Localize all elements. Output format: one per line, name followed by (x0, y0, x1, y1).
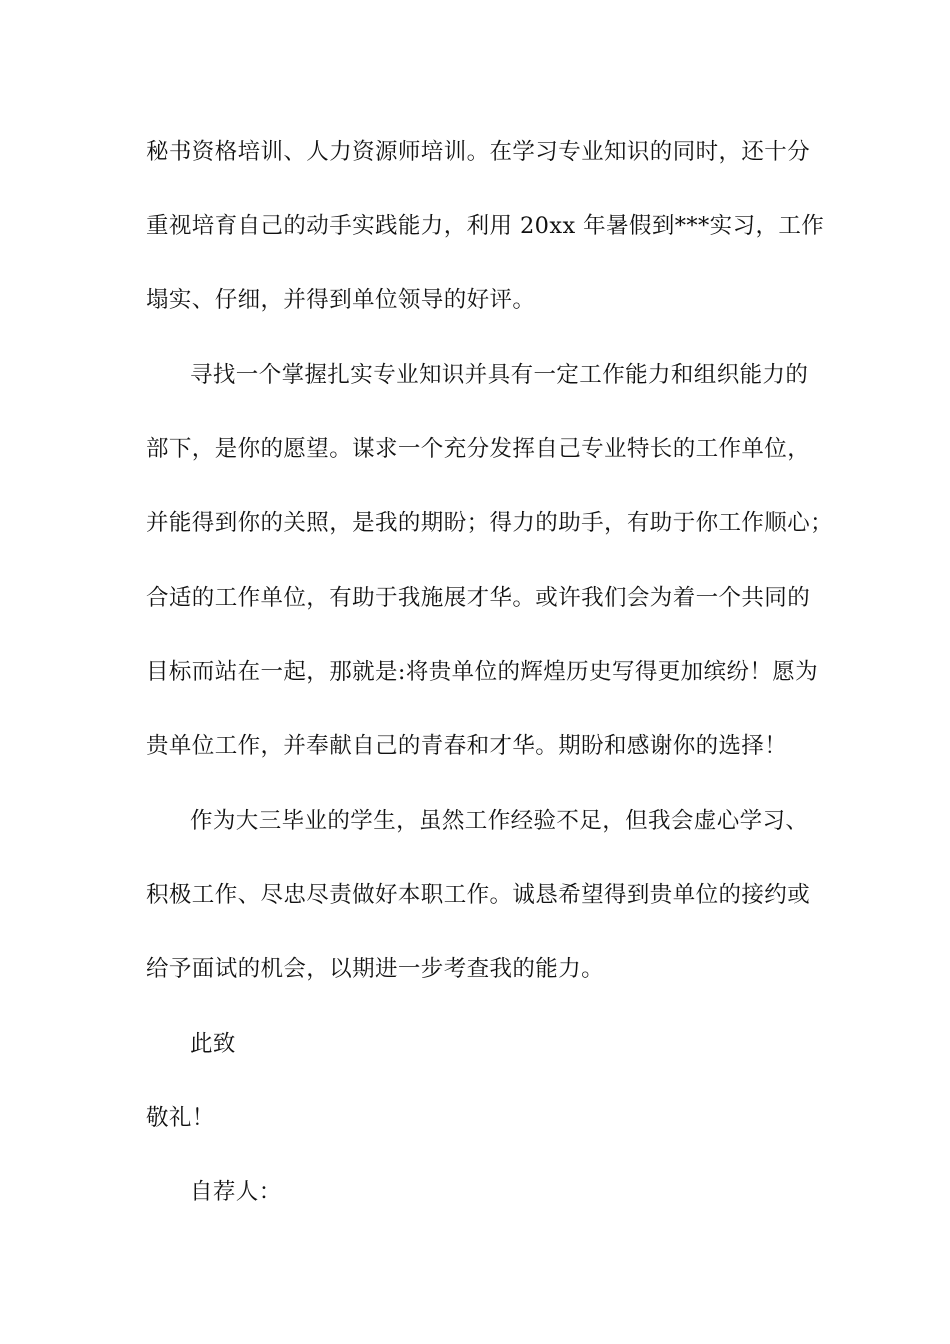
body-text-line: 并能得到你的关照，是我的期盼；得力的助手，有助于你工作顺心； (146, 510, 834, 536)
body-text-line: 合适的工作单位，有助于我施展才华。或许我们会为着一个共同的 (146, 585, 811, 611)
signature-label: 自荐人： (190, 1179, 282, 1205)
closing-salutation: 此致 (190, 1031, 236, 1057)
body-text-line: 塌实、仔细，并得到单位领导的好评。 (146, 287, 536, 313)
paragraph-first-line: 作为大三毕业的学生，虽然工作经验不足，但我会虚心学习、 (190, 808, 809, 834)
body-text-line: 秘书资格培训、人力资源师培训。在学习专业知识的同时，还十分 (146, 139, 811, 165)
body-text-line: 贵单位工作，并奉献自己的青春和才华。期盼和感谢你的选择！ (146, 733, 788, 759)
body-text-line: 目标而站在一起，那就是:将贵单位的辉煌历史写得更加缤纷！愿为 (146, 659, 819, 685)
body-text-line: 积极工作、尽忠尽责做好本职工作。诚恳希望得到贵单位的接约或 (146, 882, 811, 908)
paragraph-first-line: 寻找一个掌握扎实专业知识并具有一定工作能力和组织能力的 (190, 362, 809, 388)
body-text-line: 重视培育自己的动手实践能力，利用 20xx 年暑假到***实习，工作 (146, 213, 825, 239)
closing-regards: 敬礼！ (146, 1105, 215, 1131)
body-text-line: 部下，是你的愿望。谋求一个充分发挥自己专业特长的工作单位， (146, 436, 811, 462)
body-text-line: 给予面试的机会，以期进一步考查我的能力。 (146, 956, 605, 982)
